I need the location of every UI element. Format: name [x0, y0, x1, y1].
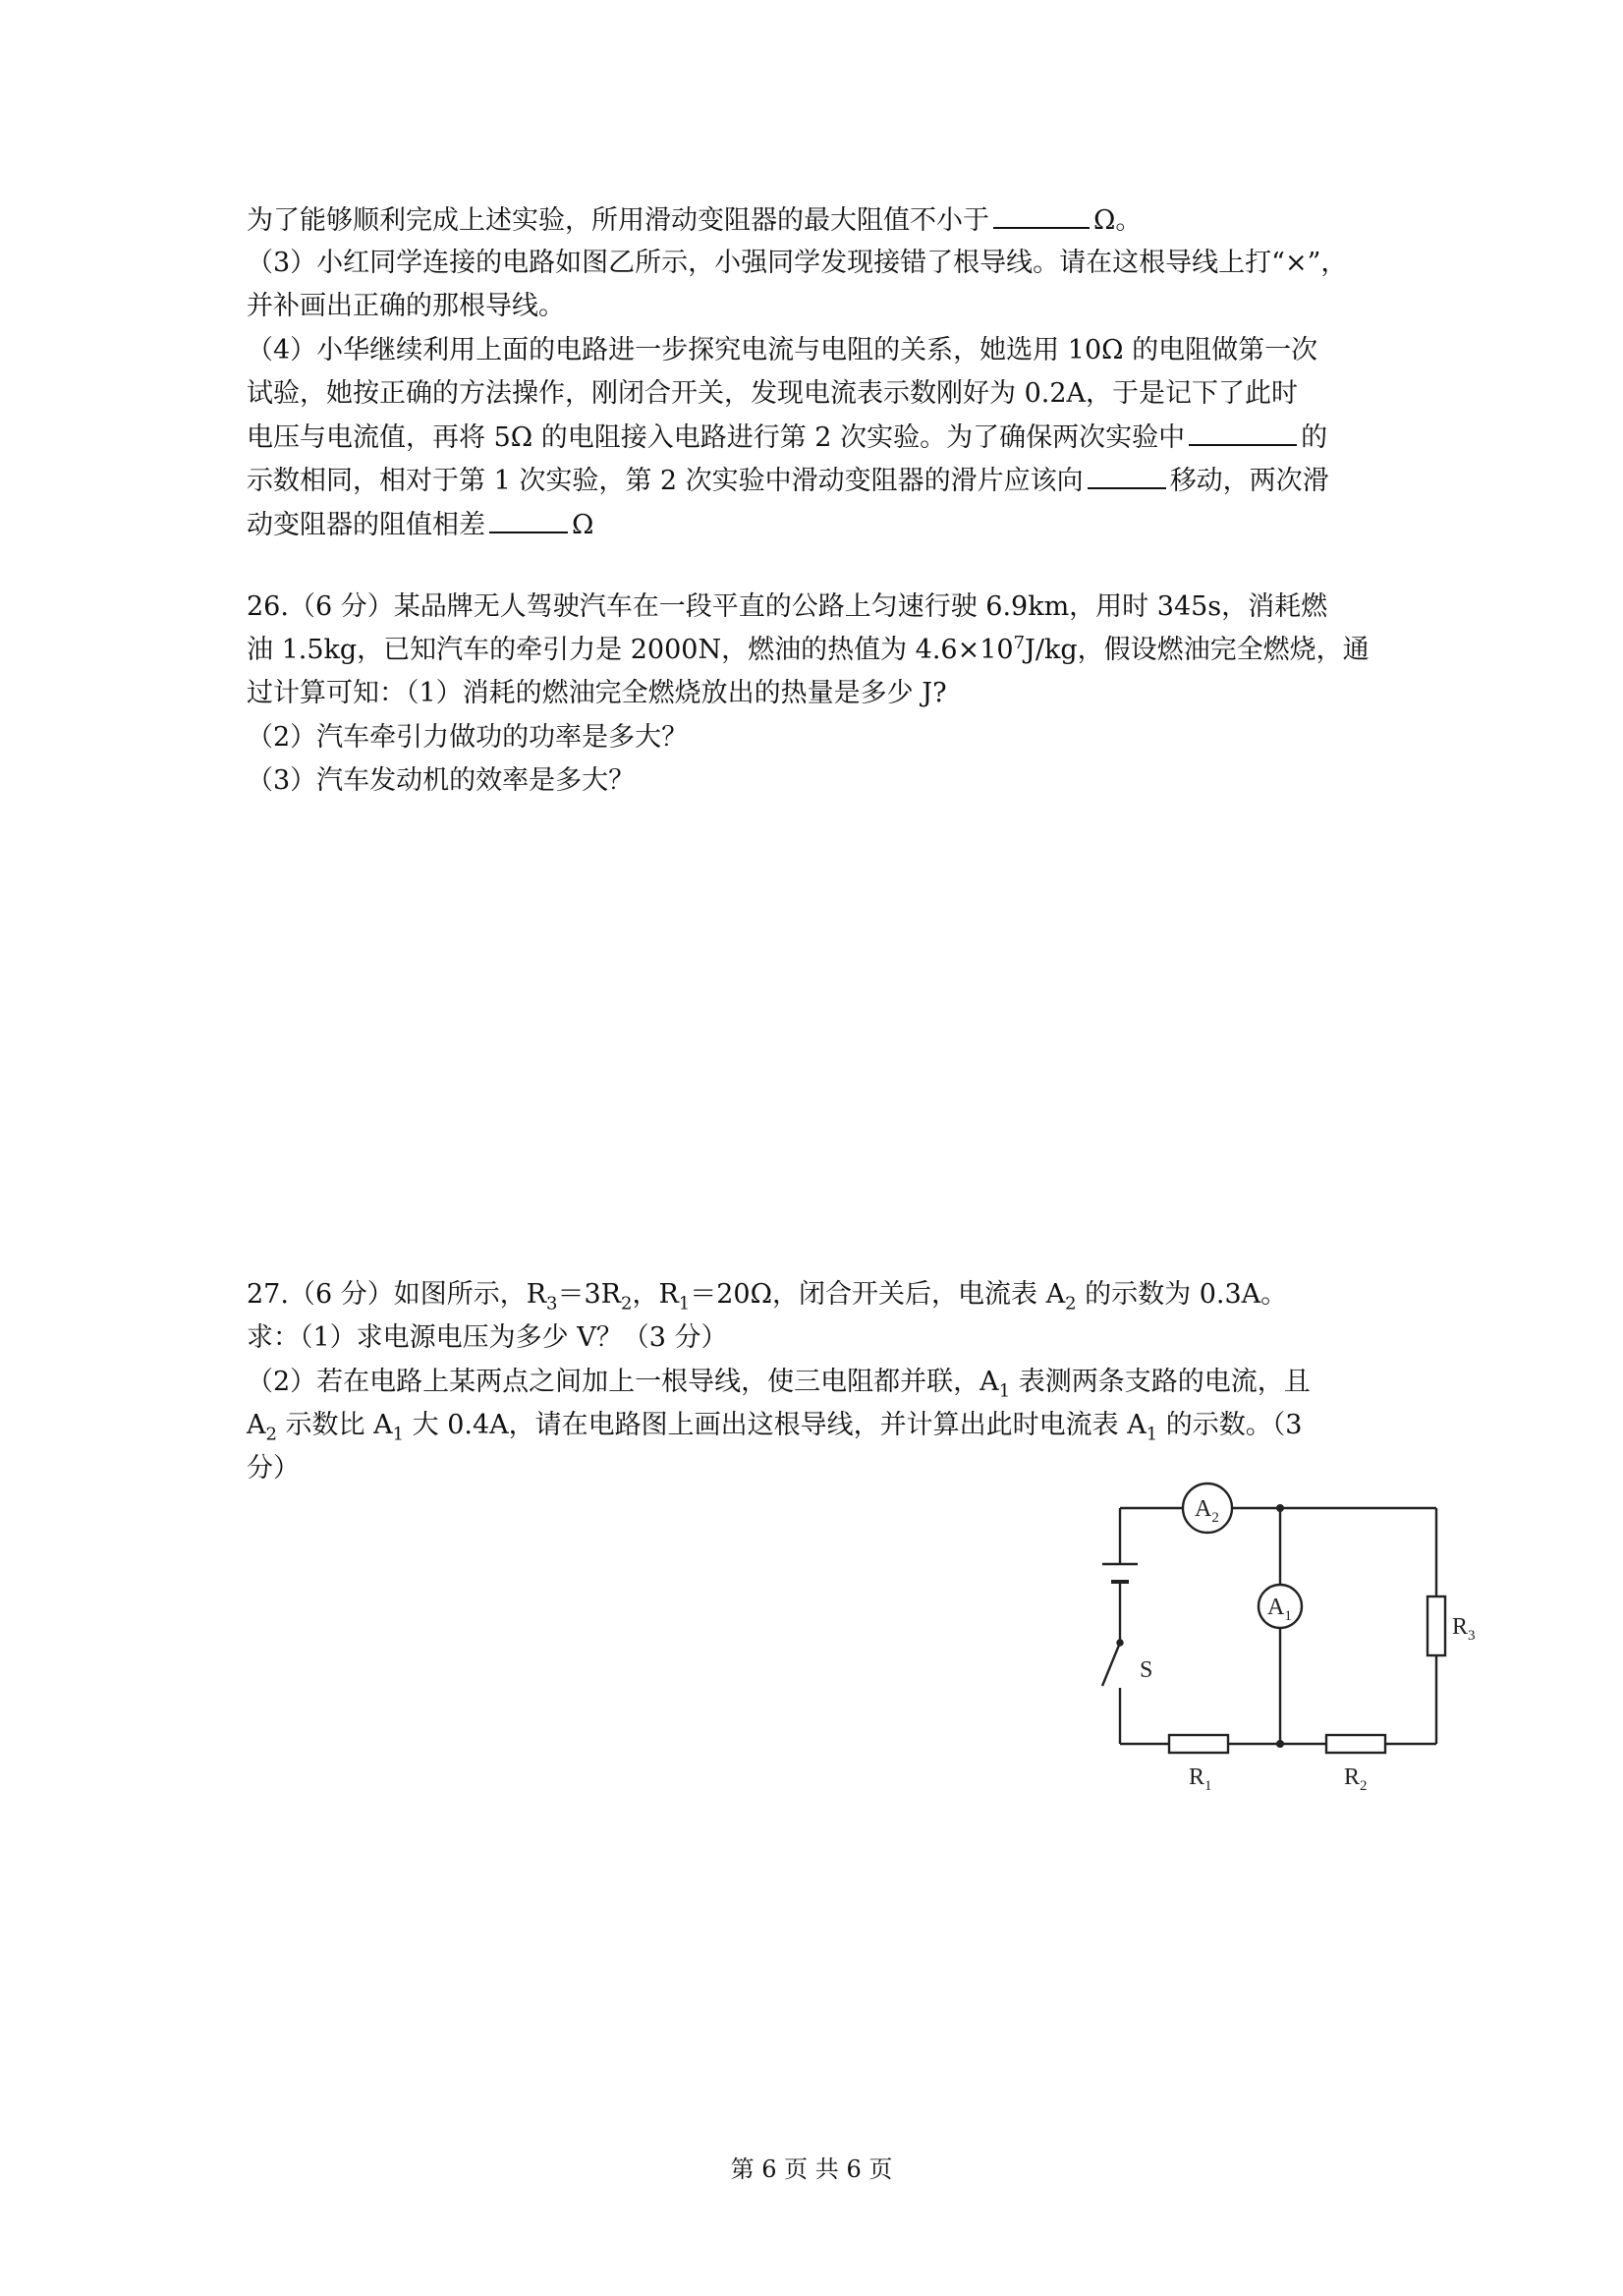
answer-blank [1189, 415, 1297, 446]
circuit-diagram [1091, 1474, 1503, 1827]
q26-line-5: （3）汽车发动机的效率是多大？ [247, 765, 636, 796]
q25-line-4: （4）小华继续利用上面的电路进一步探究电流与电阻的关系，她选用 10Ω 的电阻做第一次 [247, 335, 1318, 365]
q26-line-2: 油 1.5kg，已知汽车的牵引力是 2000N，燃油的热值为 $4.6\times 10^7J/kg$，假设燃油完全燃烧，通 [247, 633, 1370, 665]
q27-line-1: 27.（6 分）如图所示，$R_3=3R_2$，$R_1=20\Omega$，闭合开关后，电流表 $A_2$ 的示数为 0.3A。 [247, 1279, 1288, 1315]
q25-line-5: 试验，她按正确的方法操作，刚闭合开关，发现电流表示数刚好为 0.2A，于是记下了此时 [247, 378, 1299, 409]
resistor-r1 [1169, 1735, 1228, 1753]
resistor-r1-label: $R_1$ [1189, 1764, 1212, 1794]
resistor-r3-label: $R_3$ [1452, 1614, 1476, 1644]
q27-line-3: （2）若在电路上某两点之间加上一根导线，使三电阻都并联，$A_1$ 表测两条支路的电流，且 [247, 1367, 1311, 1402]
resistor-r3 [1427, 1596, 1445, 1655]
switch-icon [1102, 1641, 1123, 1687]
q27-line-2: 求：（1）求电源电压为多少 V？（3 分） [247, 1322, 728, 1353]
answer-blank [489, 502, 568, 533]
q27-line-4: $A_2$ 示数比 $A_1$ 大 0.4A，请在电路图上画出这根导线，并计算出此时电流表 $A_1$ 的示数。（3 [247, 1410, 1303, 1445]
answer-blank [993, 197, 1090, 229]
q25-line-1: 为了能够顺利完成上述实验，所用滑动变阻器的最大阻值不小于 Ω。 [247, 197, 1142, 243]
resistor-r2 [1326, 1735, 1385, 1753]
ammeter-a1 [1259, 1585, 1302, 1628]
resistor-r2-label: $R_2$ [1344, 1764, 1368, 1794]
ammeter-a2 [1183, 1484, 1232, 1533]
answer-blank [1088, 458, 1166, 489]
svg-text:A1: $A_1$ [1267, 1595, 1292, 1624]
q27-line-5: 分） [247, 1453, 300, 1484]
q25-line-6: 电压与电流值，再将 5Ω 的电阻接入电路进行第 2 次实验。为了确保两次实验中 的 [247, 415, 1327, 460]
q26-line-1: 26.（6 分）某品牌无人驾驶汽车在一段平直的公路上匀速行驶 6.9km，用时 345s，消耗燃 [247, 591, 1328, 622]
q25-line-3: 并补画出正确的那根导线。 [247, 291, 565, 321]
q25-line-8: 动变阻器的阻值相差 Ω [247, 502, 593, 547]
q25-line-7: 示数相同，相对于第 1 次实验，第 2 次实验中滑动变阻器的滑片应该向 移动，两次滑 [247, 458, 1329, 503]
battery-icon [1102, 1564, 1138, 1582]
q26-line-4: （2）汽车牵引力做功的功率是多大？ [247, 722, 689, 753]
junction-dot [1276, 1740, 1284, 1748]
page-footer: 第 6 页 共 6 页 [730, 2156, 893, 2183]
q25-line-2: （3）小红同学连接的电路如图乙所示，小强同学发现接错了根导线。请在这根导线上打“×”， [247, 248, 1348, 278]
svg-text:A2: $A_2$ [1195, 1496, 1219, 1526]
junction-dot [1276, 1504, 1284, 1512]
switch-label: S [1140, 1657, 1153, 1683]
q26-line-3: 过计算可知：（1）消耗的燃油完全燃烧放出的热量是多少 J? [247, 678, 947, 708]
